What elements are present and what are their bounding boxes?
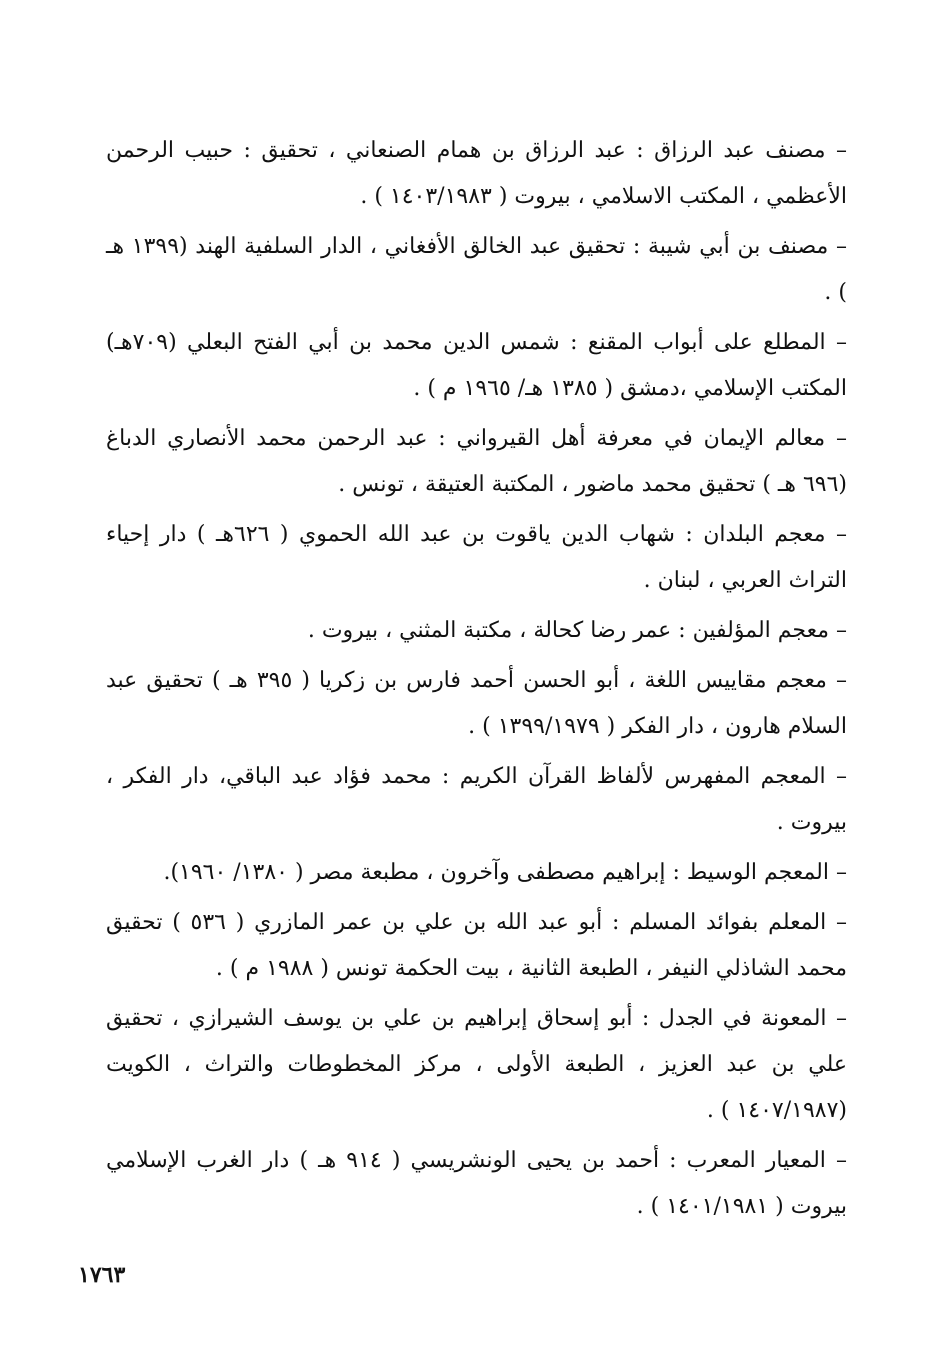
- bibliography-entry: – معجم مقاييس اللغة ، أبو الحسن أحمد فارس بن زكريا ( ٣٩٥ هـ ) تحقيق عبد السلام هارون ، دار الفكر ( ١٣٩٩/١٩٧٩ ) .: [106, 668, 847, 739]
- bibliography-entry: – المعونة في الجدل : أبو إسحاق إبراهيم بن علي بن يوسف الشيرازي ، تحقيق علي بن عبد العزيز ، الطبعة الأولى ، مركز المخطوطات والتراث ، الكويت (١٤٠٧/١٩٨٧ ) .: [106, 1006, 847, 1123]
- bibliography-entry: – المعجم المفهرس لألفاظ القرآن الكريم : محمد فؤاد عبد الباقي، دار الفكر ، بيروت .: [106, 764, 847, 835]
- page-number: ١٧٦٣: [78, 1262, 126, 1288]
- bibliography-entry: – المعجم الوسيط : إبراهيم مصطفى وآخرون ، مطبعة مصر ( ١٣٨٠/ ١٩٦٠).: [163, 860, 847, 885]
- bibliography-entry: – المعلم بفوائد المسلم : أبو عبد الله بن علي بن عمر المازري ( ٥٣٦ ) تحقيق محمد الشاذلي النيفر ، الطبعة الثانية ، بيت الحكمة تونس ( ١٩٨٨ م ) .: [106, 910, 847, 981]
- bibliography-list: [106, 128, 847, 1230]
- bibliography-entry: – معجم المؤلفين : عمر رضا كحالة ، مكتبة المثني ، بيروت .: [307, 618, 847, 643]
- bibliography-entry: – مصنف عبد الرزاق : عبد الرزاق بن همام الصنعاني ، تحقيق : حبيب الرحمن الأعظمي ، المكتب الاسلامي ، بيروت ( ١٤٠٣/١٩٨٣ ) .: [106, 138, 847, 209]
- bibliography-entry: – مصنف بن أبي شيبة : تحقيق عبد الخالق الأفغاني ، الدار السلفية الهند (١٣٩٩ هـ ) .: [106, 234, 847, 305]
- bibliography-entry: – معالم الإيمان في معرفة أهل القيرواني : عبد الرحمن محمد الأنصاري الدباغ (٦٩٦ هـ ) تحقيق محمد ماضور ، المكتبة العتيقة ، تونس .: [106, 426, 847, 497]
- bibliography-entry: – معجم البلدان : شهاب الدين ياقوت بن عبد الله الحموي ( ٦٢٦هـ ) دار إحياء التراث العربي ، لبنان .: [106, 522, 847, 593]
- bibliography-entry: – المطلع على أبواب المقنع : شمس الدين محمد بن أبي الفتح البعلي (٧٠٩هـ) المكتب الإسلامي ،دمشق ( ١٣٨٥ هـ/ ١٩٦٥ م ) .: [106, 330, 847, 401]
- bibliography-entry: – المعيار المعرب : أحمد بن يحيى الونشريسي ( ٩١٤ هـ ) دار الغرب الإسلامي بيروت ( ١٤٠١/١٩٨١ ) .: [106, 1148, 847, 1219]
